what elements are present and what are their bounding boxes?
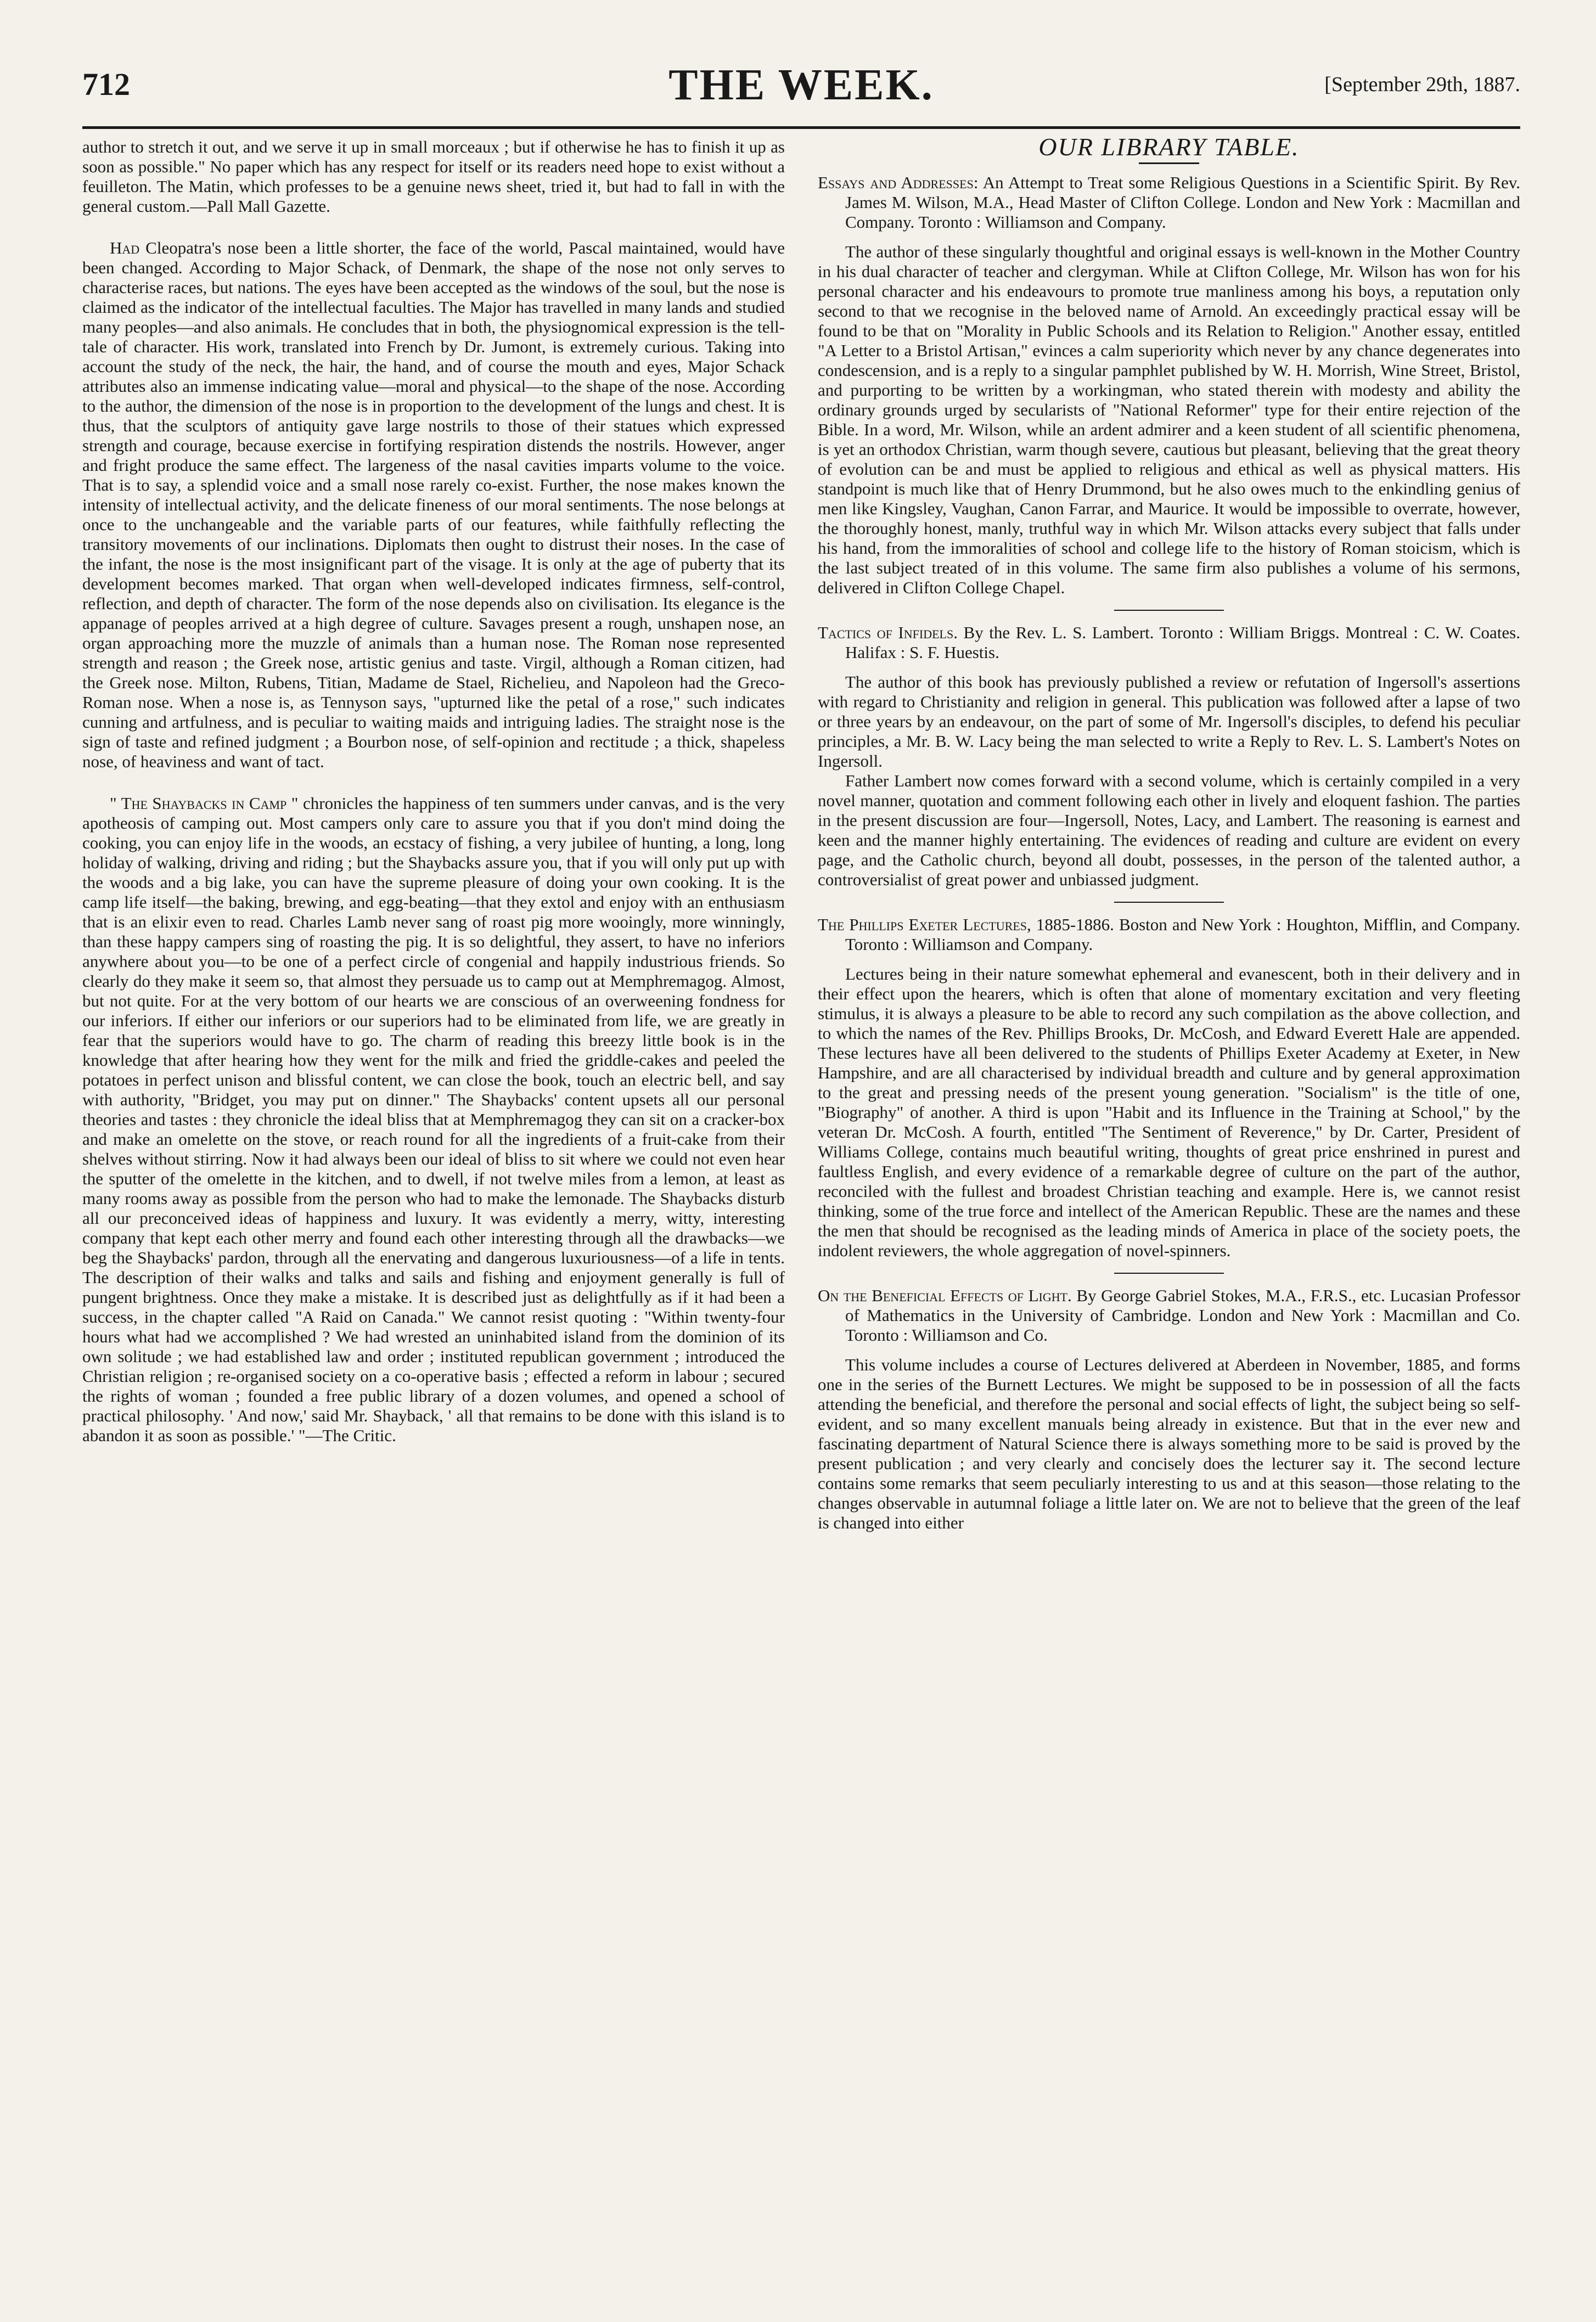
paragraph-text: chronicles the happiness of ten summers under canvas, and is the very apotheosis of camping out. Most campers only care to assure you that if you don't mind doing the cooking, you can enjoy life in the woods, an ecstacy of fishing, a very jubilee of hunting, a long, long holiday of walking, driving and riding ; but the Shaybacks assure you, that if you will only put up with the woods and a big lake, you can have the supreme pleasure of doing your own cooking. It is the camp life itself—the baking, brewing, and egg-beating—that they extol and enjoy with an enthusiasm that is an elixir even to read. Charles Lamb never sang of roast pig more wooingly, more winningly, than these happy campers sing of roasting the pig. It is so delightful, they assert, to have no inferiors anywhere about you—to be one of a perfect circle of congenial and happily industrious friends. So clearly do they make it seem so, that almost they persuade us to camp out at Memphremagog. Almost, but not quite. For at the very bottom of our hearts we are conscious of an overweening fondness for our inferiors. If either our inferiors or our superiors had to be eliminated from life, we are greatly in fear that the superiors would have to go. The charm of reading this breezy little book is in the knowledge that after hearing how they went for the milk and fried the griddle-cakes and peeled the potatoes in perfect unison and blissful content, we can close the book, touch an electric bell, and say with authority, "Bridget, you may put on dinner." The Shaybacks' content upsets all our personal theories and tastes : they chronicle the ideal bliss that at Memphremagog they can sit on a cracker-box and make an omelette on the stove, or reach round for all the ingredients of a fruit-cake from their shelves without stirring. Now it had always been our ideal of bliss to sit where we could not even hear the sputter of the omelette in the kitchen, and to dwell, if not twelve miles from a lemon, at least as many rooms away as possible from the person who had to make the lemonade. The Shaybacks disturb all our preconceived ideas of happiness and luxury. It was evidently a merry, witty, interesting company that kept each other merry and found each other interesting through all the drawbacks—we beg the Shaybacks' pardon, through all the enervating and dangerous luxuriousness—of a life in tents. The description of their walks and talks and sails and fishing and enjoyment generally is full of pungent brightness. Once they make a mistake. It is described just as delightfully as if it had been a success, in the chapter called "A Raid on Canada." We cannot resist quoting : "Within twenty-four hours what had we accomplished ? We had wrested an uninhabited island from the dominion of its own solitude ; we had established law and order ; instituted republican government ; introduced the Christian religion ; re-organised society on a co-operative basis ; effected a reform in labour ; secured the rights of woman ; founded a free public library of a dozen volumes, and opened a school of practical philosophy. ' And now,' said Mr. Shayback, ' all that remains to be done with this island is to abandon it as soon as possible.' "—The Critic. xyxy=(82,794,785,1445)
book-details: : An Attempt to Treat some Religious Questions in a Scientific Spirit. By Rev. James M. Wilson, M.A., Head Master of Clifton College. London and New York : Macmillan and Company. Toronto : Williamson and Company. xyxy=(845,173,1520,232)
newspaper-page xyxy=(82,60,1520,2289)
book-title: Essays and Addresses xyxy=(818,173,974,192)
paragraph xyxy=(82,238,785,772)
lead-in: " The Shaybacks in Camp " xyxy=(110,794,299,813)
page-number: 712 xyxy=(82,66,130,102)
divider xyxy=(1114,1273,1224,1274)
paragraph xyxy=(82,794,785,1446)
page-header xyxy=(82,60,1520,129)
divider xyxy=(1114,610,1224,611)
lead-in: Had xyxy=(110,238,140,257)
book-heading xyxy=(818,623,1520,662)
divider xyxy=(1114,902,1224,903)
paragraph: author to stretch it out, and we serve it up in small morceaux ; but if otherwise he has to finish it up as soon as possible." No paper which has any respect for itself or its readers need hope to exist without a feuilleton. The Matin, which professes to be a genuine news sheet, tried it, but had to fall in with the general custom.—Pall Mall Gazette. xyxy=(82,137,785,216)
review-paragraph: The author of this book has previously published a review or refutation of Ingersoll's assertions with regard to Christianity and religion in general. This publication was followed after a lapse of two or three years by an endeavour, on the part of some of Mr. Ingersoll's disciples, to defend his peculiar principles, a Mr. B. W. Lacy being the man selected to write a Reply to Rev. L. S. Lambert's Notes on Ingersoll. xyxy=(818,672,1520,771)
left-column xyxy=(82,137,785,2289)
book-details: By the Rev. L. S. Lambert. Toronto : William Briggs. Montreal : C. W. Coates. Halifax : S. F. Huestis. xyxy=(845,623,1520,662)
book-title: Tactics of Infidels. xyxy=(818,623,958,642)
book-heading xyxy=(818,915,1520,954)
review-paragraph: Father Lambert now comes forward with a second volume, which is certainly compiled in a very novel manner, quotation and comment following each other in lively and eloquent fashion. The parties in the present discussion are four—Ingersoll, Notes, Lacy, and Lambert. The reasoning is earnest and keen and the manner highly entertaining. The evidences of reading and culture are evident on every page, and the Catholic church, beyond all doubt, possesses, in the person of the talented author, a controversialist of great power and unbiassed judgment. xyxy=(818,771,1520,889)
book-details: Boston and New York : Houghton, Mifflin, and Company. Toronto : Williamson and Company. xyxy=(845,915,1520,954)
section-title: OUR LIBRARY TABLE. xyxy=(1038,137,1300,161)
review-paragraph: Lectures being in their nature somewhat ephemeral and evanescent, both in their delivery and in their effect upon the hearers, which is often that alone of momentary excitation and very fleeting stimulus, it is always a pleasure to be able to record any such compilation as the above collection, and to which the names of the Rev. Phillips Brooks, Dr. McCosh, and Edward Everett Hale are appended. These lectures have all been delivered to the students of Phillips Exeter Academy at Exeter, in New Hampshire, and are all characterised by individual breadth and culture and by general approximation to the great and pressing needs of the present young generation. "Socialism" is the title of one, "Biography" of another. A third is upon "Habit and its Influence in the Training at School," by the veteran Dr. McCosh. A fourth, entitled "The Sentiment of Reverence," by Dr. Carter, President of Williams College, contains much beautiful writing, thoughts of great price enshrined in purest and faultless English, and every evidence of a remarkable degree of culture on the part of the author, reconciled with the fullest and broadest Christian teaching and example. Here is, we cannot resist thinking, some of the true force and intellect of the American Republic. These are the names and these the men that should be recognised as the leading minds of America in place of the society poets, the indolent reviewers, the whole aggregation of novel-spinners. xyxy=(818,964,1520,1260)
book-heading xyxy=(818,173,1520,232)
masthead: THE WEEK. xyxy=(668,61,934,109)
book-heading xyxy=(818,1286,1520,1345)
right-column xyxy=(818,137,1520,2289)
review-paragraph: The author of these singularly thoughtful and original essays is well-known in the Mother Country in his dual character of teacher and clergyman. While at Clifton College, Mr. Wilson has won for his personal character and his endeavours to promote true manliness among his boys, a reputation only second to that we recognise in the beloved name of Arnold. An exceedingly practical essay will be found to be that on "Morality in Public Schools and its Relation to Religion." Another essay, entitled "A Letter to a Bristol Artisan," evinces a calm superiority which never by any chance degenerates into condescension, and is a reply to a singular pamphlet published by W. H. Morrish, Wine Street, Bristol, and purporting to be written by a workingman, who stated therein with modesty and ability the ordinary grounds urged by secularists of "National Reformer" type for their entire rejection of the Bible. In a word, Mr. Wilson, while an ardent admirer and a keen student of all scientific phenomena, is yet an orthodox Christian, warm though severe, cautious but pleasant, believing that the great theory of evolution can be and must be applied to religious and ethical as well as physical matters. His standpoint is much like that of Henry Drummond, but he also owes much to the enkindling genius of men like Kingsley, Vaughan, Canon Farrar, and Maurice. It would be impossible to overrate, however, the thoroughly honest, manly, truthful way in which Mr. Wilson attacks every subject that falls under his hand, from the immoralities of school and college life to the history of Roman stoicism, which is the last subject treated of in this volume. The same firm also publishes a volume of his sermons, delivered in Clifton College Chapel. xyxy=(818,242,1520,597)
title-rule xyxy=(1139,162,1199,164)
columns xyxy=(82,137,1520,2289)
book-title: The Phillips Exeter Lectures, 1885-1886. xyxy=(818,915,1114,934)
issue-date: [September 29th, 1887. xyxy=(1324,73,1520,96)
book-title: On the Beneficial Effects of Light. xyxy=(818,1286,1072,1305)
review-paragraph: This volume includes a course of Lectures delivered at Aberdeen in November, 1885, and forms one in the series of the Burnett Lectures. We might be supposed to be in possession of all the facts attending the beneficial, and therefore the personal and social effects of light, the subject being so self-evident, and so many excellent manuals being already in existence. But that in the ever new and fascinating department of Natural Science there is always something more to be said is proved by the present publication ; and very clearly and concisely does the lecturer say it. The second lecture contains some remarks that seem peculiarly interesting to us and at this season—those relating to the changes observable in autumnal foliage a little later on. We are not to believe that the green of the leaf is changed into either xyxy=(818,1355,1520,1532)
paragraph-text: Cleopatra's nose been a little shorter, the face of the world, Pascal maintained, would have been changed. According to Major Schack, of Denmark, the shape of the nose not only serves to characterise races, but nations. The eyes have been accepted as the windows of the soul, but the nose is claimed as the indicator of the intellectual faculties. The Major has travelled in many lands and studied many peoples—and also animals. He concludes that in both, the physiognomical expression is the tell-tale of character. His work, translated into French by Dr. Jumont, is extremely curious. Taking into account the study of the neck, the hair, the hand, and of course the mouth and eyes, Major Schack attributes also an immense indicating value—moral and physical—to the shape of the nose. According to the author, the dimension of the nose is in proportion to the development of the lungs and chest. It is thus, that the sculptors of antiquity gave large nostrils to those of their statues which expressed strength and courage, because exercise in fortifying respiration distends the nostrils. However, anger and fright produce the same effect. The largeness of the nasal cavities imparts volume to the voice. That is to say, a splendid voice and a small nose rarely co-exist. Further, the nose makes known the intensity of intellectual activity, and the delicate fineness of our moral sentiments. The nose belongs at once to the unchangeable and the variable parts of our features, while faithfully reflecting the transitory movements of our inclinations. Diplomats then ought to distrust their noses. In the case of the infant, the nose is the most insignificant part of the visage. It is only at the age of puberty that its development becomes marked. That organ when well-developed indicates firmness, self-control, reflection, and depth of character. The form of the nose depends also on civilisation. Its elegance is the appanage of peoples arrived at a high degree of culture. Savages present a rough, unshapen nose, an organ approaching more the muzzle of animals than a human nose. The Roman nose represented strength and reason ; the Greek nose, artistic genius and taste. Virgil, although a Roman citizen, had the Greek nose. Milton, Rubens, Titian, Madame de Stael, Richelieu, and Napoleon had the Greco-Roman nose. When a nose is, as Tennyson says, "upturned like the petal of a rose," such indicates cunning and artfulness, and is peculiar to waiting maids and intriguing ladies. The straight nose is the sign of taste and refined judgment ; a Bourbon nose, of self-opinion and rectitude ; a thick, shapeless nose, of heaviness and want of tact. xyxy=(82,238,785,771)
book-details: By George Gabriel Stokes, M.A., F.R.S., etc. Lucasian Professor of Mathematics in the University of Cambridge. London and New York : Macmillan and Co. Toronto : Williamson and Co. xyxy=(845,1286,1520,1345)
